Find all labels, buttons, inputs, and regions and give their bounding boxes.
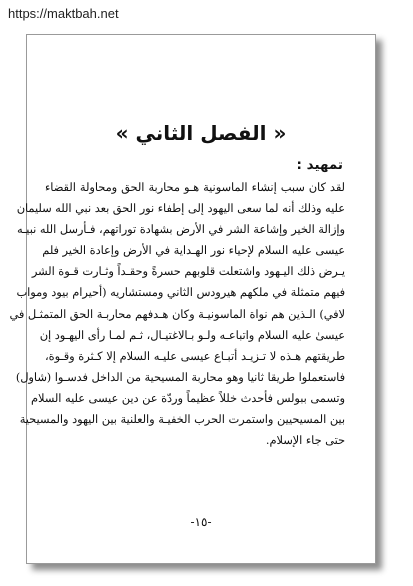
site-watermark[interactable]: https://maktbah.net — [8, 6, 119, 21]
paragraph-line: حتى جاء الإسلام. — [265, 434, 345, 448]
paragraph-line: طريقتهم هـذه لا تـزيـد أتبـاع عيسى عليـه السلام إلا كـثرة وقـوة، — [45, 349, 345, 363]
body-paragraph — [9, 177, 345, 451]
paragraph-line: بين المسيحيين واستمرت الحرب الخفيـة والعلنية بين اليهود والمسيحية — [19, 413, 345, 427]
paragraph-line: عيسى عليه السلام لإحياء نور الهـداية في الأرض وإعادة الخير فلم — [42, 244, 345, 258]
paragraph-line: لقد كان سبب إنشاء الماسونية هـو محاربة الحق ومحاولة القضاء — [45, 181, 345, 194]
paragraph-line: وإزالة الخير وإشاعة الشر في الأرض بشهادة توراتهم، فـأرسل الله نبيـه — [16, 223, 345, 237]
paragraph-line: عيسىٰ عليه السلام واتباعـه ولـو بـالاغتيـال، ثـم لمـا رأى اليهـود إن — [39, 328, 345, 342]
paragraph-line: وتسمى ببولس فأحدث خللاً عظيماً وردّة عن دين عيسى عليه السلام — [31, 391, 345, 405]
paragraph-line: عليه وذلك أنه لما سعى اليهود إلى إطفاء نور الحق بعد نبي الله سليمان — [16, 202, 345, 216]
paragraph-line: يـرض ذلك اليـهود واشتعلت قلوبهم حسرةً وحقـداً وثـارت قـوة الشر — [31, 265, 345, 279]
book-page — [9, 34, 376, 564]
paragraph-line: فيهم متمثلة في ملكهم هيرودس الثاني ومستشاريه (أحيرام بيود ومواب — [16, 286, 345, 300]
page-number: -١٥- — [190, 515, 212, 529]
chapter-title: « الفصل الثاني » — [115, 121, 287, 145]
intro-heading: تمهيد : — [296, 157, 343, 173]
paragraph-line: فاستعملوا طريقا ثانيا وهو محاربة المسيحية من الداخل فدسـوا (شاول) — [15, 370, 345, 384]
paragraph-line: لافي) الـذين هم نواة الماسونيـة وكان هـدفهم محاربـة الحق المتمثـل في — [9, 307, 345, 321]
